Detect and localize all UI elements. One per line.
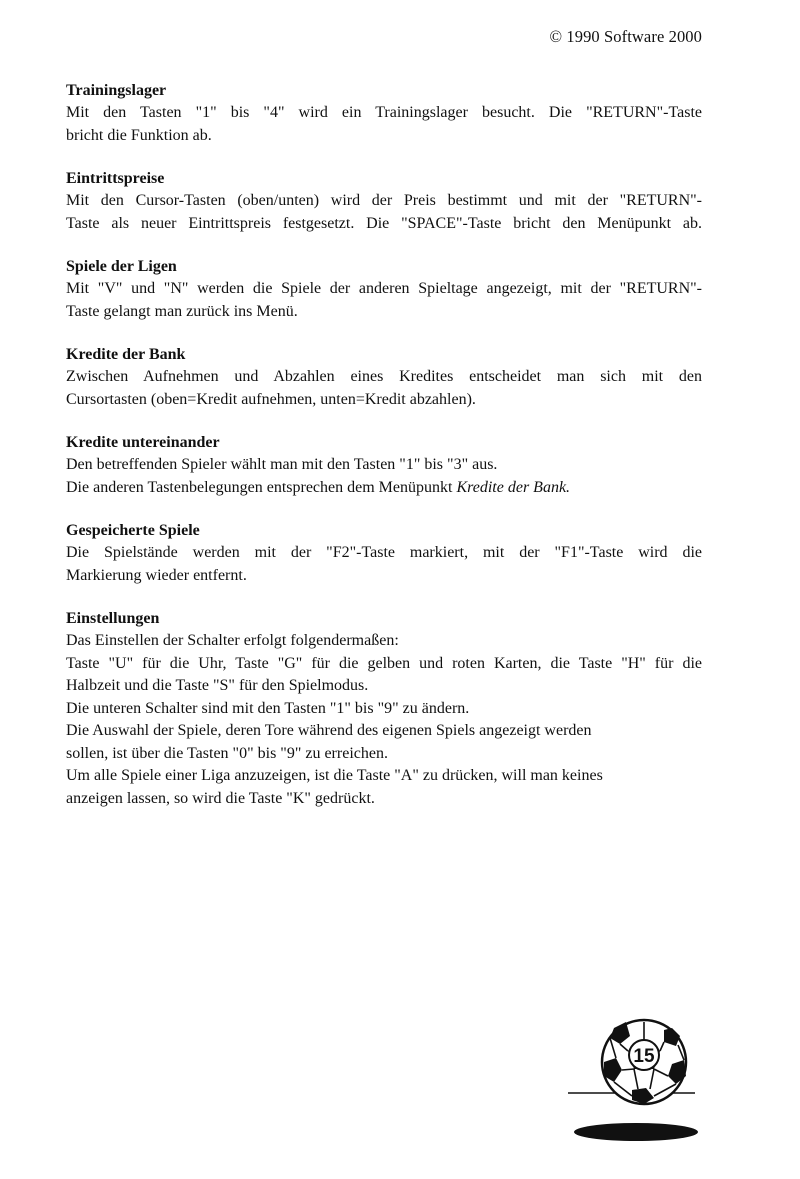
section-kredite-untereinander (66, 432, 702, 499)
text-line: Mit den Cursor-Tasten (oben/unten) wird der Preis bestimmt und mit der "RETURN"- (66, 192, 702, 209)
section-title: Gespeicherte Spiele (66, 522, 200, 539)
page-number: 15 (633, 1046, 655, 1067)
text-line: Um alle Spiele einer Liga anzuzeigen, ist die Taste "A" zu drücken, will man keines (66, 767, 603, 784)
text-line: Den betreffenden Spieler wählt man mit den Tasten "1" bis "3" aus. (66, 456, 498, 473)
section-einstellungen (66, 608, 702, 810)
text-line: Cursortasten (oben=Kredit aufnehmen, unten=Kredit abzahlen). (66, 390, 476, 408)
text-line: Taste gelangt man zurück ins Menü. (66, 302, 298, 320)
text-line: sollen, ist über die Tasten "0" bis "9" zu erreichen. (66, 744, 388, 762)
text-line: Das Einstellen der Schalter erfolgt folgendermaßen: (66, 632, 399, 649)
text-line: Die anderen Tastenbelegungen entsprechen dem Menüpunkt (66, 478, 453, 496)
section-kredite-der-bank (66, 344, 702, 411)
section-title: Spiele der Ligen (66, 258, 177, 275)
text-line: Die unteren Schalter sind mit den Tasten "1" bis "9" zu ändern. (66, 699, 470, 717)
document-body (66, 80, 702, 831)
copyright-header: © 1990 Software 2000 (549, 27, 702, 46)
text-line: Die Spielstände werden mit der "F2"-Taste markiert, mit der "F1"-Taste wird die (66, 544, 702, 561)
section-title: Kredite der Bank (66, 346, 186, 363)
text-line: bricht die Funktion ab. (66, 126, 212, 144)
section-title: Trainingslager (66, 82, 167, 99)
text-line: Zwischen Aufnehmen und Abzahlen eines Kredites entscheidet man sich mit den (66, 368, 702, 385)
section-title: Eintrittspreise (66, 170, 165, 187)
section-spiele-der-ligen (66, 256, 702, 323)
section-gespeicherte-spiele (66, 520, 702, 587)
section-trainingslager (66, 80, 702, 147)
text-line: Mit "V" und "N" werden die Spiele der anderen Spieltage angezeigt, mit der "RETURN"- (66, 280, 702, 297)
text-line: Mit den Tasten "1" bis "4" wird ein Trainingslager besucht. Die "RETURN"-Taste (66, 104, 702, 121)
section-title: Kredite untereinander (66, 434, 220, 451)
ball-shadow (574, 1123, 698, 1141)
page-number-badge (560, 1010, 740, 1160)
soccer-ball-icon (560, 1010, 740, 1160)
section-eintrittspreise (66, 168, 702, 235)
text-line: anzeigen lassen, so wird die Taste "K" gedrückt. (66, 789, 375, 807)
text-line: Die Auswahl der Spiele, deren Tore während des eigenen Spiels angezeigt werden (66, 722, 592, 739)
emphasis-text: Kredite der Bank. (456, 478, 571, 496)
text-line: Markierung wieder entfernt. (66, 566, 247, 584)
text-line: Halbzeit und die Taste "S" für den Spielmodus. (66, 677, 369, 694)
text-line: Taste als neuer Eintrittspreis festgesetzt. Die "SPACE"-Taste bricht den Menüpunkt ab. (66, 214, 702, 232)
text-line-with-emphasis (66, 477, 702, 500)
text-line: Taste "U" für die Uhr, Taste "G" für die gelben und roten Karten, die Taste "H" für die (66, 654, 702, 672)
section-title: Einstellungen (66, 610, 160, 627)
